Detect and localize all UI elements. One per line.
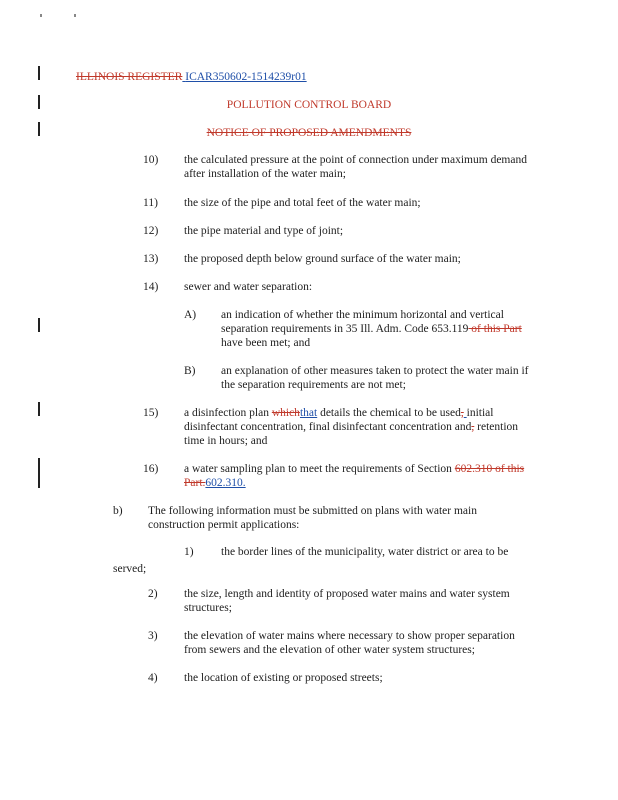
list-item-text: from sewers and the elevation of other water system structures; xyxy=(184,644,475,656)
list-item-number: 1) xyxy=(184,546,194,558)
change-bar xyxy=(38,458,40,488)
scan-speck xyxy=(74,14,76,17)
list-item-text: the border lines of the municipality, water district or area to be xyxy=(221,546,509,558)
struck-text: , xyxy=(460,407,464,419)
list-item-text: the location of existing or proposed streets; xyxy=(184,672,383,684)
list-item-number: 15) xyxy=(143,407,159,419)
list-item-number: 3) xyxy=(148,630,158,642)
list-item-number: 4) xyxy=(148,672,158,684)
struck-text: , xyxy=(471,421,475,433)
list-item-number: 16) xyxy=(143,463,159,475)
list-item-text: sewer and water separation: xyxy=(184,281,313,293)
list-item-text: the proposed depth below ground surface of the water main; xyxy=(184,253,461,265)
list-item-number: 14) xyxy=(143,281,159,293)
struck-text: of this Part xyxy=(468,323,522,335)
list-item-text: disinfectant concentration, final disinfectant concentration and, retention xyxy=(184,421,519,433)
list-item-text: a water sampling plan to meet the requirements of Section 602.310 of this xyxy=(184,463,525,475)
list-item-number: 2) xyxy=(148,588,158,600)
list-item-text: the size, length and identity of proposed water mains and water system xyxy=(184,588,510,600)
sub-item-text: an explanation of other measures taken to protect the water main if xyxy=(221,365,529,377)
struck-text: 602.310 of this xyxy=(454,463,525,475)
change-bar xyxy=(38,318,40,332)
sub-item-text: an indication of whether the minimum horizontal and vertical xyxy=(221,309,504,321)
sub-item-text: separation requirements in 35 Ill. Adm. Code 653.119 of this Part xyxy=(221,323,522,335)
register-struck: ILLINOIS REGISTER xyxy=(76,71,183,83)
list-item-text: time in hours; and xyxy=(184,435,268,447)
register-header xyxy=(76,70,307,85)
sub-item-text: have been met; and xyxy=(221,337,311,349)
struck-text: Part. xyxy=(184,477,206,489)
list-item-text: the pipe material and type of joint; xyxy=(184,225,344,237)
sub-item-text: the separation requirements are not met; xyxy=(221,379,406,391)
list-item-number: 13) xyxy=(143,253,159,265)
register-inserted: ICAR350602-1514239r01 xyxy=(185,71,307,83)
section-text: The following information must be submitted on plans with water main xyxy=(148,505,477,517)
list-item-text: structures; xyxy=(184,602,232,614)
list-item-text: after installation of the water main; xyxy=(184,168,346,180)
change-bar xyxy=(38,402,40,416)
section-label: b) xyxy=(113,505,123,517)
scan-speck xyxy=(40,14,42,17)
list-item-text: a disinfection plan whichthat details the chemical to be used, initial xyxy=(184,407,494,419)
list-item-text: the size of the pipe and total feet of the water main; xyxy=(184,197,421,209)
notice-title: NOTICE OF PROPOSED AMENDMENTS xyxy=(206,127,412,139)
inserted-text: that xyxy=(299,407,318,419)
list-item-text: served; xyxy=(113,563,147,575)
list-item-text: the calculated pressure at the point of connection under maximum demand xyxy=(184,154,527,166)
board-title: POLLUTION CONTROL BOARD xyxy=(226,99,392,111)
sub-item-label: A) xyxy=(184,309,197,321)
list-item-text: the elevation of water mains where necessary to show proper separation xyxy=(184,630,515,642)
section-text: construction permit applications: xyxy=(148,519,300,531)
list-item-number: 10) xyxy=(143,154,159,166)
inserted-text: 602.310. xyxy=(205,477,246,489)
list-item-number: 12) xyxy=(143,225,159,237)
list-item-text xyxy=(184,476,246,491)
sub-item-label: B) xyxy=(184,365,196,377)
change-bar xyxy=(38,66,40,80)
struck-text: which xyxy=(271,407,300,419)
list-item-number: 11) xyxy=(143,197,158,209)
